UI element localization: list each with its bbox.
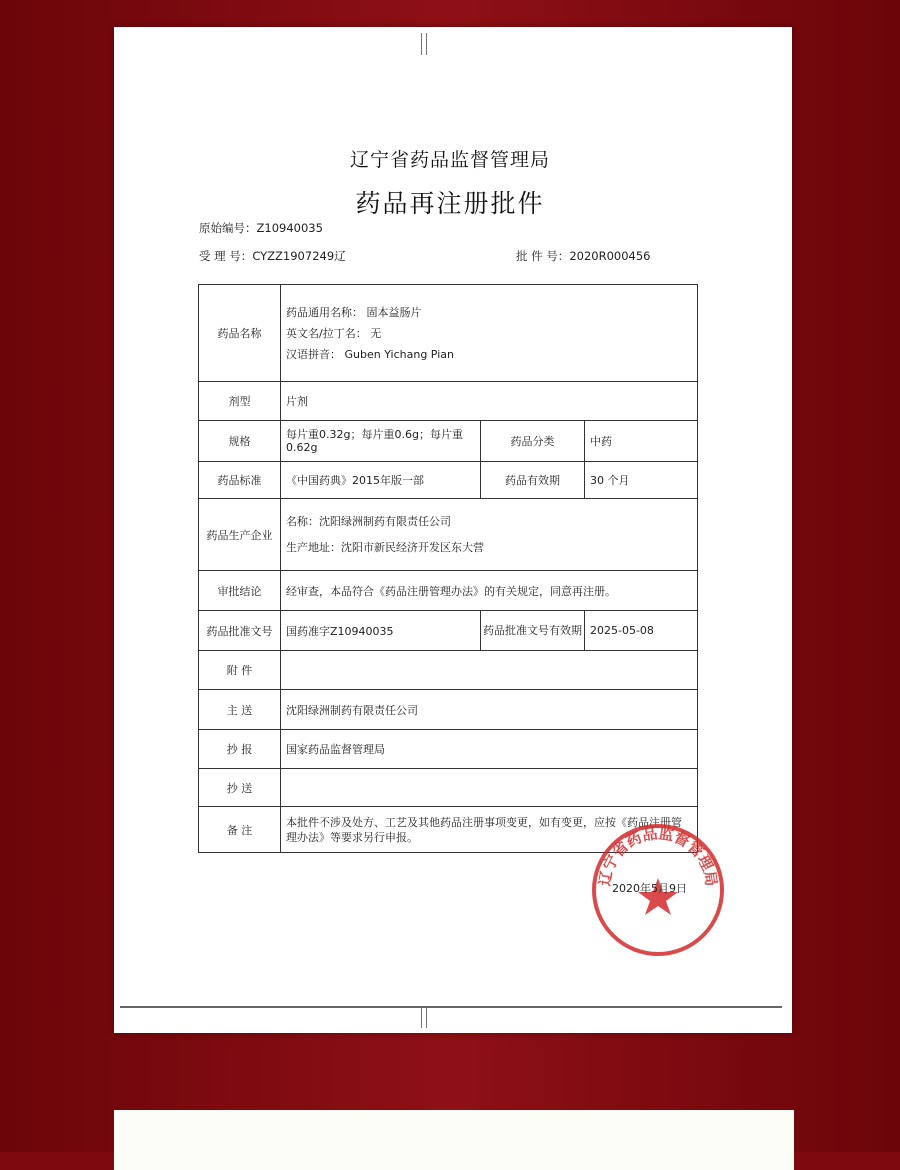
pinyin-name: 汉语拼音： Guben Yichang Pian: [286, 347, 454, 361]
table-row: [199, 611, 698, 651]
acceptance-number-label: 受 理 号：: [199, 249, 253, 263]
registration-table: [198, 284, 698, 853]
category-value: 中药: [585, 421, 698, 462]
conclusion-label: 审批结论: [199, 571, 281, 611]
standard-value: 《中国药典》2015年版一部: [281, 462, 481, 499]
acceptance-number-value: CYZZ1907249辽: [252, 249, 346, 263]
table-row: [199, 690, 698, 730]
main-recipient-value: 沈阳绿洲制药有限责任公司: [281, 690, 698, 730]
main-recipient-label: 主 送: [199, 690, 281, 730]
fold-mark-top: [421, 33, 422, 55]
fold-mark-top-2: [426, 33, 427, 55]
authority-title: 辽宁省药品监督管理局: [349, 149, 550, 171]
next-page-edge: [114, 1110, 794, 1170]
conclusion-value: 经审查，本品符合《药品注册管理办法》的有关规定，同意再注册。: [281, 571, 698, 611]
category-label: 药品分类: [481, 421, 585, 462]
table-row: [199, 285, 698, 382]
spec-value: 每片重0.32g；每片重0.6g；每片重0.62g: [281, 421, 481, 462]
original-number-value: Z10940035: [256, 221, 323, 235]
validity-label: 药品有效期: [481, 462, 585, 499]
dosage-form-value: 片剂: [281, 382, 698, 421]
manufacturer-address: 生产地址：沈阳市新民经济开发区东大营: [286, 540, 484, 554]
manufacturer-cell: [281, 499, 698, 571]
fold-mark-bottom-2: [426, 1006, 427, 1028]
manufacturer-name: 名称：沈阳绿洲制药有限责任公司: [286, 514, 451, 528]
approval-number-label: 批 件 号：: [516, 249, 570, 263]
generic-name: 药品通用名称： 固本益肠片: [286, 305, 422, 319]
fold-mark-bottom: [421, 1006, 422, 1028]
spec-label: 规格: [199, 421, 281, 462]
table-row: [199, 730, 698, 769]
approval-doc-label: 药品批准文号: [199, 611, 281, 651]
manufacturer-label: 药品生产企业: [199, 499, 281, 571]
original-number-label: 原始编号：: [199, 221, 257, 235]
approval-doc-value: 国药准字Z10940035: [281, 611, 481, 651]
original-number: [199, 220, 323, 236]
table-row: [199, 421, 698, 462]
drug-name-cell: [281, 285, 698, 382]
approval-date: 2020年5月9日: [612, 882, 687, 895]
approval-number-value: 2020R000456: [569, 249, 651, 263]
cc-value: 国家药品监督管理局: [281, 730, 698, 769]
table-row: [199, 769, 698, 807]
dosage-form-label: 剂型: [199, 382, 281, 421]
drug-name-label: 药品名称: [199, 285, 281, 382]
english-name: 英文名/拉丁名： 无: [286, 326, 382, 340]
table-row: [199, 571, 698, 611]
attachment-label: 附 件: [199, 651, 281, 690]
table-row: [199, 499, 698, 571]
remarks-value: 本批件不涉及处方、工艺及其他药品注册事项变更，如有变更，应按《药品注册管理办法》等要求另行申报。: [281, 807, 698, 853]
standard-label: 药品标准: [199, 462, 281, 499]
seal-org-text: 辽宁省药品监督管理局: [595, 824, 721, 888]
table-row: [199, 382, 698, 421]
copy-to-label: 抄 送: [199, 769, 281, 807]
remarks-label: 备 注: [199, 807, 281, 853]
table-row: [199, 462, 698, 499]
cc-label: 抄 报: [199, 730, 281, 769]
approval-doc-validity-label: 药品批准文号有效期: [481, 611, 585, 651]
approval-doc-validity-value: 2025-05-08: [585, 611, 698, 651]
document-title: 药品再注册批件: [355, 189, 545, 218]
copy-to-value: [281, 769, 698, 807]
approval-number: [516, 248, 650, 264]
bottom-divider: [120, 1006, 782, 1008]
attachment-value: [281, 651, 698, 690]
acceptance-number: [199, 248, 346, 264]
validity-value: 30 个月: [585, 462, 698, 499]
table-row: [199, 651, 698, 690]
